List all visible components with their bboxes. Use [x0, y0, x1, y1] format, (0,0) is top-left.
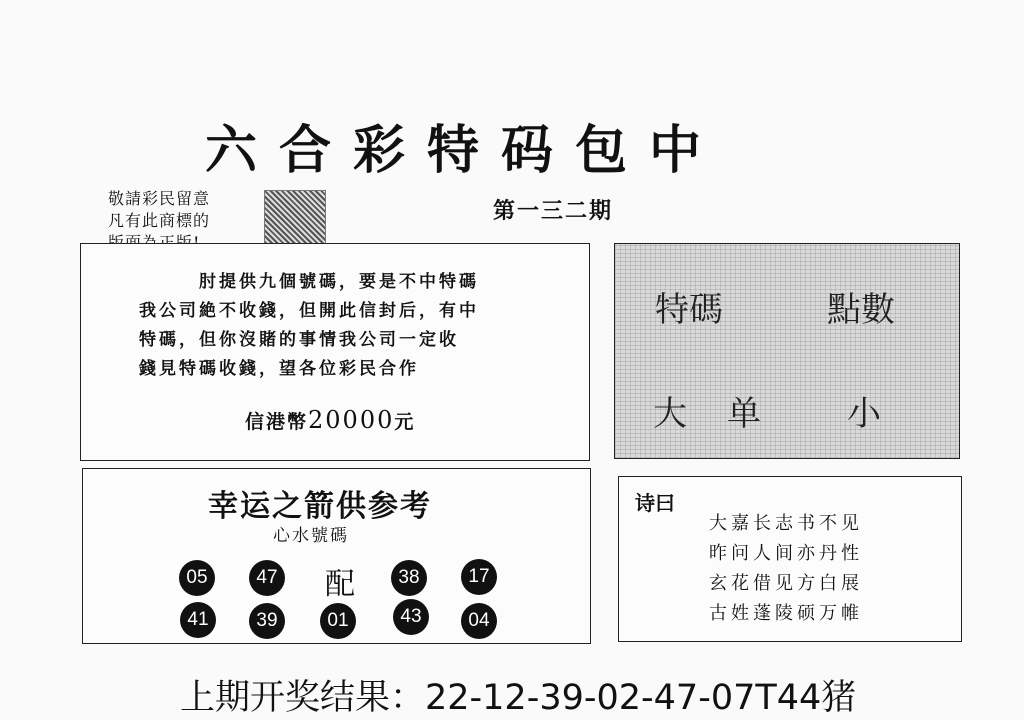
promise-line: 特碼，但你沒賭的事情我公司一定收 [139, 330, 459, 350]
big-label: 大 [653, 394, 687, 434]
number-ball: 39 [249, 603, 285, 639]
page-title: 六合彩特码包中 [205, 121, 724, 181]
price-suffix: 元 [394, 411, 416, 433]
last-draw-result: 上期开奖结果：22-12-39-02-47-07T44猪 [180, 678, 857, 718]
promise-text [139, 268, 569, 384]
promise-line: 錢見特碼收錢，望各位彩民合作 [139, 359, 419, 379]
poem-line: 昨问人间亦丹性 [709, 543, 863, 564]
points-label: 點數 [827, 290, 895, 330]
poem-line: 古姓蓬陵硕万帷 [709, 603, 863, 624]
poem-line: 玄花借见方白展 [709, 573, 863, 594]
lucky-title: 幸运之箭供参考 [208, 489, 432, 524]
number-ball: 43 [393, 599, 429, 635]
special-code-box [614, 243, 960, 459]
poem-title: 诗曰 [635, 491, 675, 515]
number-ball: 17 [461, 559, 497, 595]
poem-box [618, 476, 962, 642]
notice-line: 凡有此商標的 [108, 211, 211, 230]
lucky-numbers-box [82, 468, 591, 644]
number-ball: 01 [320, 603, 356, 639]
number-ball: 38 [391, 560, 427, 596]
promise-box [80, 243, 590, 461]
poem-line: 大嘉长志书不见 [709, 513, 863, 534]
special-code-label: 特碼 [655, 290, 723, 330]
small-label: 小 [847, 394, 881, 434]
notice-line: 敬請彩民留意 [108, 189, 211, 208]
promise-line: 我公司絶不收錢，但開此信封后，有中 [139, 301, 479, 321]
number-ball: 05 [179, 560, 215, 596]
price-amount: 20000 [308, 406, 395, 434]
price-prefix: 信港幣 [245, 411, 309, 433]
issue-number: 第一三二期 [493, 198, 614, 224]
single-label: 单 [727, 394, 761, 434]
number-ball: 47 [249, 560, 285, 596]
price [245, 406, 415, 434]
number-ball: 41 [180, 602, 216, 638]
poem-text [709, 509, 863, 629]
number-ball: 04 [461, 603, 497, 639]
trademark-logo-icon [264, 190, 326, 250]
promise-line: 肘提供九個號碼，要是不中特碼 [199, 272, 479, 292]
pair-label: 配 [325, 567, 355, 602]
lucky-subtitle: 心水號碼 [273, 526, 349, 546]
